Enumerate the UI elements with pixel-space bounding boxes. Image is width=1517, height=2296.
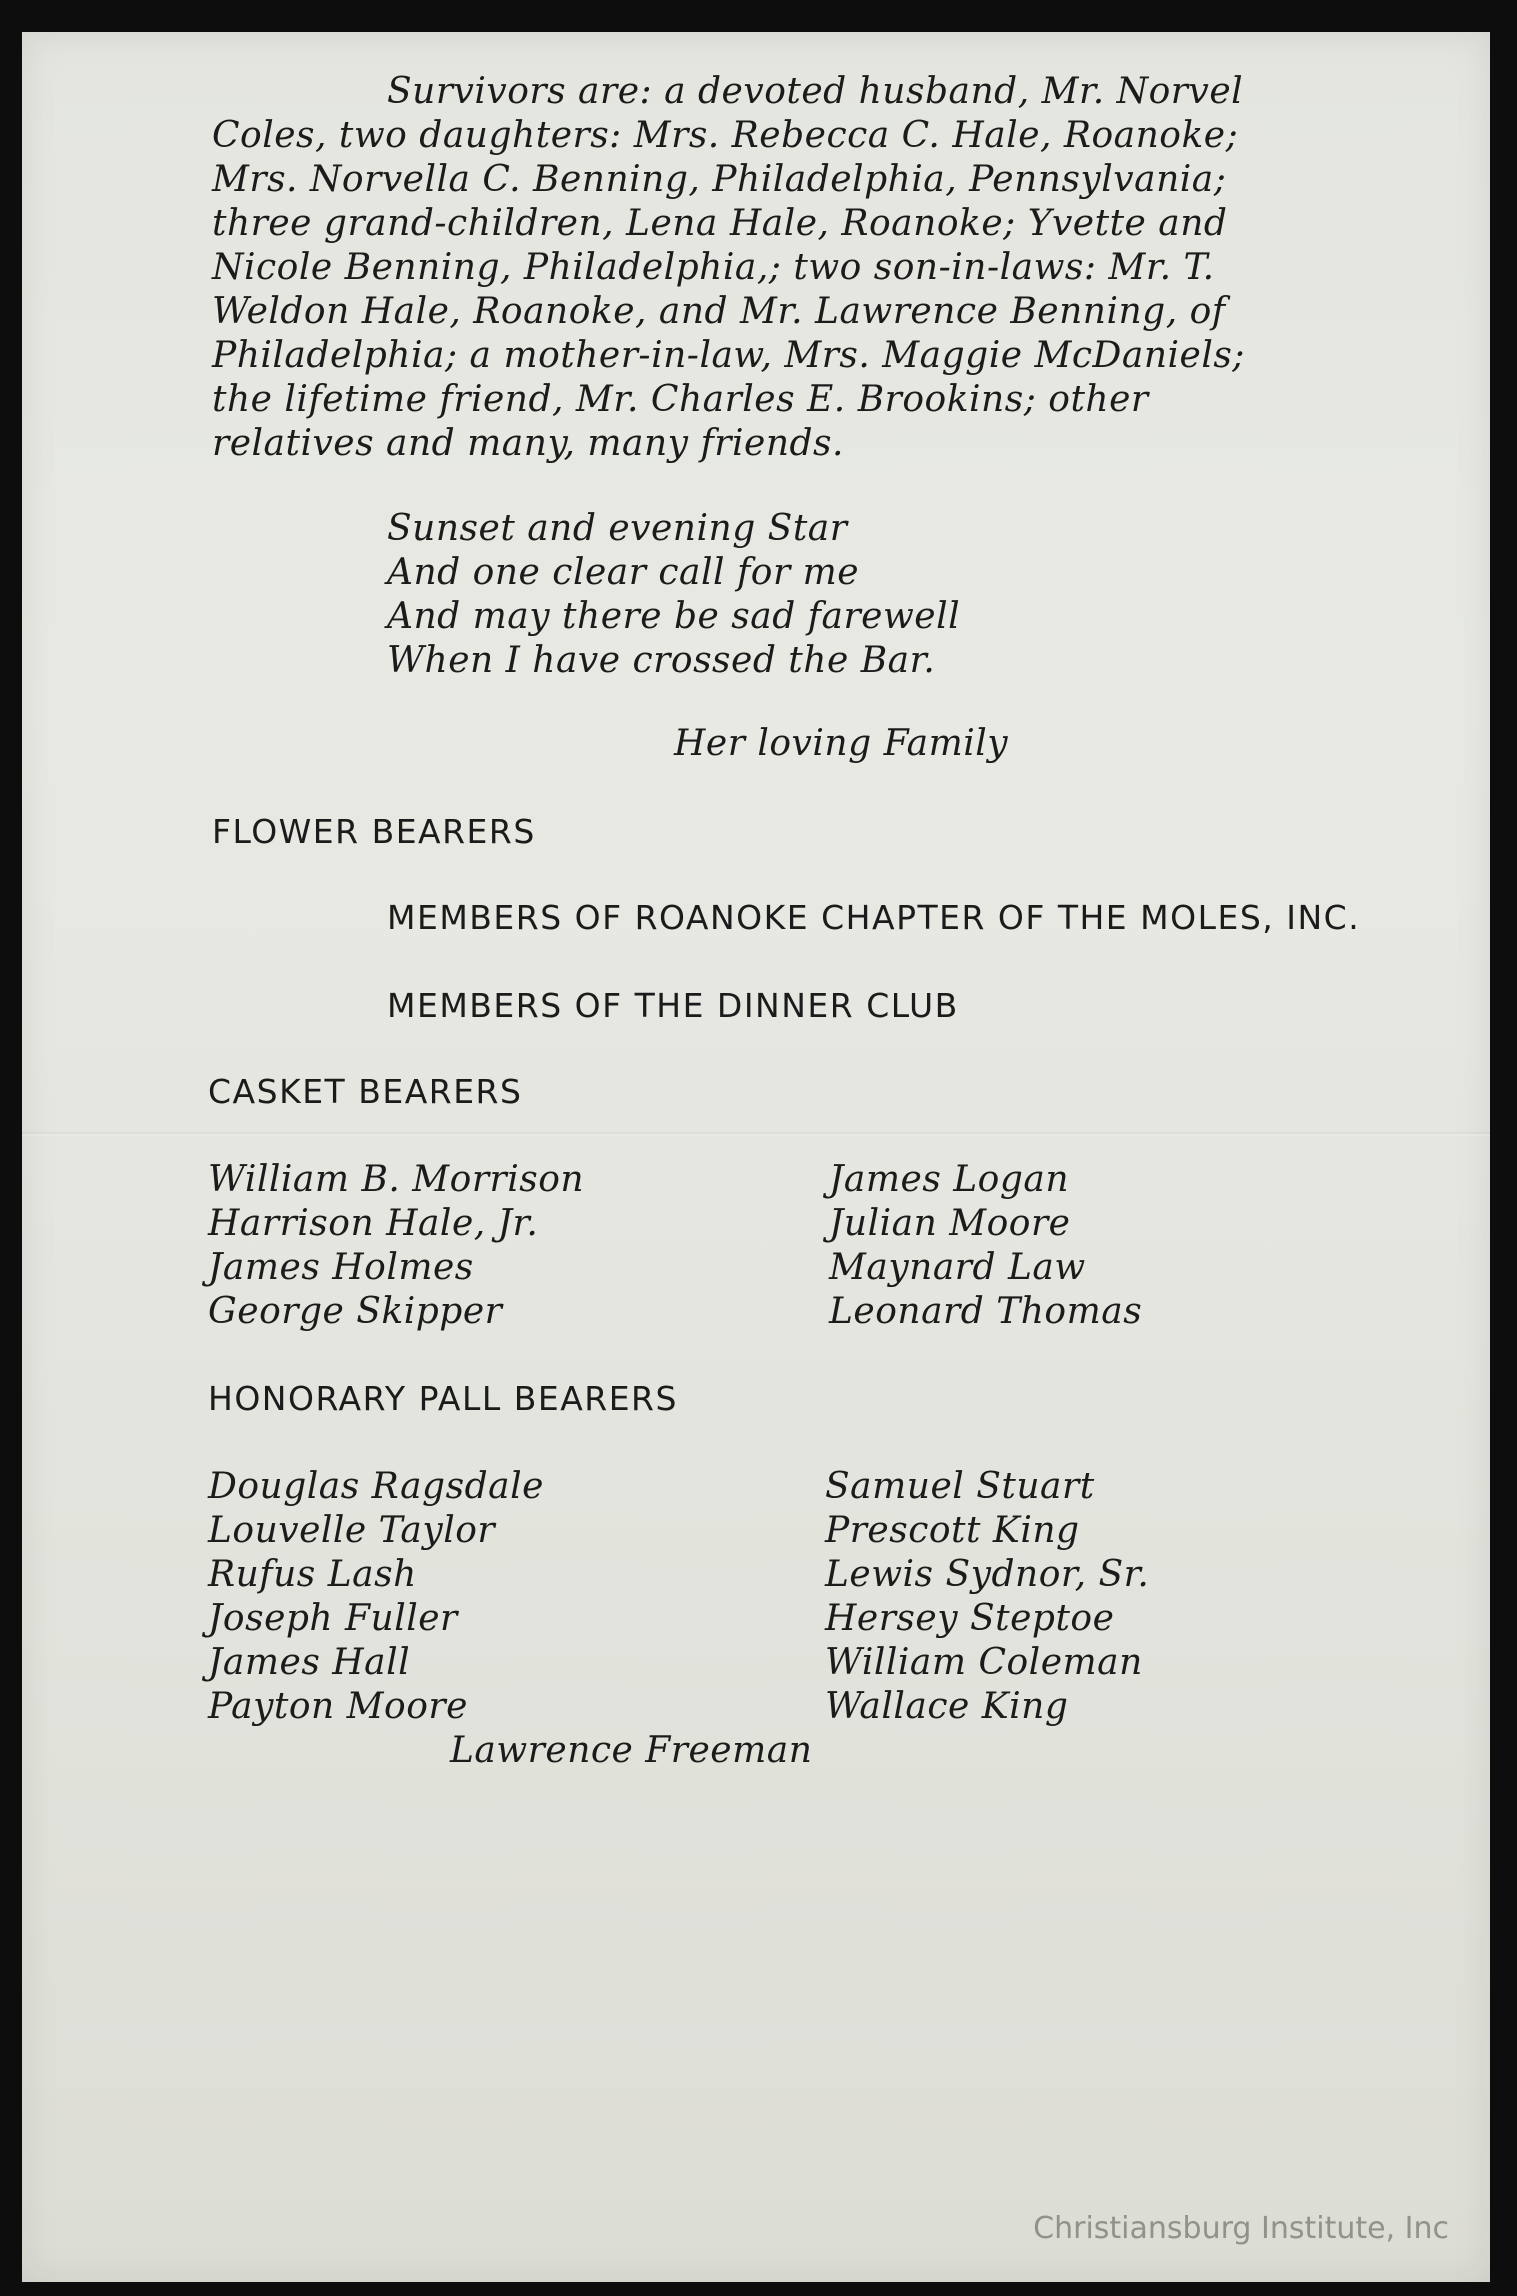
honorary-pall-bearers-heading: HONORARY PALL BEARERS xyxy=(208,1379,678,1418)
survivors-line: Mrs. Norvella C. Benning, Philadelphia, Pennsylvania; xyxy=(212,159,1227,200)
family-signature: Her loving Family xyxy=(674,723,1009,764)
survivors-line: Nicole Benning, Philadelphia,; two son-in-laws: Mr. T. xyxy=(212,247,1215,288)
pall-bearer-name: Hersey Steptoe xyxy=(825,1598,1115,1639)
poem-line: Sunset and evening Star xyxy=(387,508,848,549)
pall-bearer-name: Douglas Ragsdale xyxy=(208,1466,544,1507)
survivors-line: three grand-children, Lena Hale, Roanoke; Yvette and xyxy=(212,203,1228,244)
poem-line: And one clear call for me xyxy=(387,552,860,593)
casket-bearer-name: William B. Morrison xyxy=(208,1159,585,1200)
pall-bearer-name: Wallace King xyxy=(825,1686,1069,1727)
survivors-line: relatives and many, many friends. xyxy=(212,423,844,464)
casket-bearer-name: Julian Moore xyxy=(829,1203,1071,1244)
casket-bearer-name: Maynard Law xyxy=(829,1247,1086,1288)
casket-bearer-name: George Skipper xyxy=(208,1291,503,1332)
casket-bearer-name: James Holmes xyxy=(208,1247,474,1288)
survivors-line: Survivors are: a devoted husband, Mr. Norvel xyxy=(387,71,1244,112)
pall-bearer-name: Samuel Stuart xyxy=(825,1466,1095,1507)
watermark: Christiansburg Institute, Inc xyxy=(1033,2211,1449,2246)
document-content xyxy=(22,32,1490,2282)
poem-line: And may there be sad farewell xyxy=(387,596,961,637)
pall-bearer-name: Louvelle Taylor xyxy=(208,1510,496,1551)
casket-bearer-name: Leonard Thomas xyxy=(829,1291,1143,1332)
pall-bearer-name: Prescott King xyxy=(825,1510,1080,1551)
flower-bearers-heading: FLOWER BEARERS xyxy=(212,812,536,851)
pall-bearer-name: Joseph Fuller xyxy=(208,1598,458,1639)
document-page xyxy=(22,32,1490,2282)
pall-bearer-name: Lawrence Freeman xyxy=(450,1730,813,1771)
flower-bearers-group: MEMBERS OF THE DINNER CLUB xyxy=(387,986,959,1025)
survivors-line: Weldon Hale, Roanoke, and Mr. Lawrence Benning, of xyxy=(212,291,1226,332)
casket-bearer-name: Harrison Hale, Jr. xyxy=(208,1203,539,1244)
flower-bearers-group: MEMBERS OF ROANOKE CHAPTER OF THE MOLES, INC. xyxy=(387,898,1361,937)
casket-bearer-name: James Logan xyxy=(829,1159,1070,1200)
pall-bearer-name: Payton Moore xyxy=(208,1686,468,1727)
pall-bearer-name: William Coleman xyxy=(825,1642,1143,1683)
pall-bearer-name: James Hall xyxy=(208,1642,411,1683)
poem-line: When I have crossed the Bar. xyxy=(387,640,936,681)
pall-bearer-name: Lewis Sydnor, Sr. xyxy=(825,1554,1150,1595)
pall-bearer-name: Rufus Lash xyxy=(208,1554,417,1595)
survivors-line: Coles, two daughters: Mrs. Rebecca C. Hale, Roanoke; xyxy=(212,115,1239,156)
survivors-line: Philadelphia; a mother-in-law, Mrs. Maggie McDaniels; xyxy=(212,335,1245,376)
survivors-line: the lifetime friend, Mr. Charles E. Brookins; other xyxy=(212,379,1149,420)
casket-bearers-heading: CASKET BEARERS xyxy=(208,1072,523,1111)
